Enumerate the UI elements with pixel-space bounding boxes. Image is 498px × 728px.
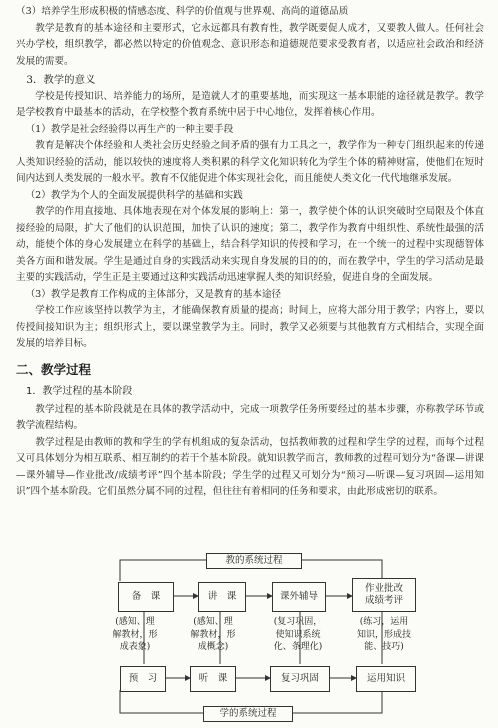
- subheading-1: （1）教学是社会经验得以再生产的一种主要手段: [25, 123, 234, 135]
- teacher-step-lecture: 讲 课: [198, 582, 246, 612]
- paragraph-2: 教学的作用直接地、具体地表现在对个体发展的影响上：第一，教学使个体的认识突破时空局限及个体直接经验的局限，扩大了他们的认识范围，加快了认识的速度；第二，教学作为教育中组织性、系统性最强的活动，能使个体的身心发展建立在科学的基础上，结合科学知识的传授和学习，在一个统一的过程中实现德智体美各方面和谐发展。学生是通过自身的实践活动来实现自身发展的目的的，而在教学中，学生的学习活动是最主要的实践活动，学生正是主要通过这种实践活动迅速掌握人类的知识经验，促进自身的全面发展。: [16, 206, 484, 283]
- student-step-listen: 听 课: [190, 666, 236, 692]
- teacher-step-tutoring: 课外辅导: [272, 582, 326, 612]
- note-grading: (练习，运用 知识，形成技 能、技巧): [356, 617, 411, 652]
- paragraph-1: 教育是解决个体经验和人类社会历史经验之间矛盾的强有力工具之一，教学作为一种专门组织起来的传递人类知识经验的活动，能以较快的速度将人类积累的科学文化知识转化为学生个体的精神财富，使他们在短时间内达到人类发展的一般水平。教育不仅能促进个体实现社会化，而且能使人类文化一代代地继承发展。: [16, 140, 484, 184]
- student-system-label: 学的系统过程: [203, 706, 293, 722]
- paragraph-education-nature: 教学是教育的基本途径和主要形式，它永远都具有教育性，教学既要促人成才，又要教人做人。任何社会兴办学校，组织教学，都必然以特定的价值观念、意识形态和道德规范要求受教育者，以适应社会政治和经济发展的需要。: [16, 22, 484, 67]
- subheading-2: （2）教学为个人的全面发展提供科学的基础和实践: [25, 189, 243, 201]
- paragraph-stages-2: 教学过程是由教师的教和学生的学有机组成的复杂活动，包括教师教的过程和学生学的过程，而每个过程又可具体划分为相互联系、相互制约的若干个基本阶段。就知识教学而言，教师教的过程可划分为“备课—讲课—课外辅导—作业批改/成绩考评”四个基本阶段；学生学的过程又可划分为“预习—听课—复习巩固—运用知识”四个基本阶段。它们虽然分属不同的过程，但往往有着相同的任务和要求，由此形成密切的联系。: [16, 436, 484, 497]
- note-lecture: (感知、理 解教材，形 成概念): [190, 617, 236, 652]
- heading-significance: 3．教学的意义: [26, 74, 96, 86]
- paragraph-goal-3: （3）培养学生形成积极的情感态度、科学的价值观与世界观、高尚的道德品质: [16, 6, 349, 17]
- paragraph-significance: 学校是传授知识、培养能力的场所，是造就人才的重要基地，而实现这一基本职能的途径就是教学。教学是学校教育中最基本的活动，在学校整个教育系统中居于中心地位，发挥着核心作用。: [16, 90, 484, 118]
- student-step-review: 复习巩固: [270, 666, 330, 692]
- student-step-apply: 运用知识: [356, 666, 416, 692]
- section-heading-teaching-process: 二、教学过程: [16, 361, 92, 377]
- heading-basic-stages: 1．教学过程的基本阶段: [26, 385, 133, 397]
- text-page: [16, 4, 484, 501]
- teacher-step-grading: 作业批改 成绩考评: [352, 578, 416, 612]
- teacher-system-label: 教的系统过程: [206, 553, 302, 569]
- paragraph-3: 学校工作应该坚持以教学为主，才能确保教育质量的提高；时间上，应将大部分用于教学；内容上，要以传授间接知识为主；组织形式上，要以课堂教学为主。同时，教学又必须要与其他教育方式相结合，实现全面发展的培养目标。: [16, 305, 484, 349]
- student-step-preview: 预 习: [120, 666, 166, 692]
- paragraph-stages-1: 教学过程的基本阶段就是在具体的教学活动中，完成一项教学任务所要经过的基本步骤，亦称教学环节或教学流程结构。: [16, 403, 484, 431]
- note-tutoring: (复习巩固， 使知识系统 化、条理化): [273, 617, 323, 652]
- teacher-step-prepare: 备 课: [118, 582, 174, 612]
- note-prepare: (感知、理 解教材，形 成表象): [112, 617, 158, 652]
- subheading-3: （3）教学是教育工作构成的主体部分，又是教育的基本途径: [25, 288, 282, 300]
